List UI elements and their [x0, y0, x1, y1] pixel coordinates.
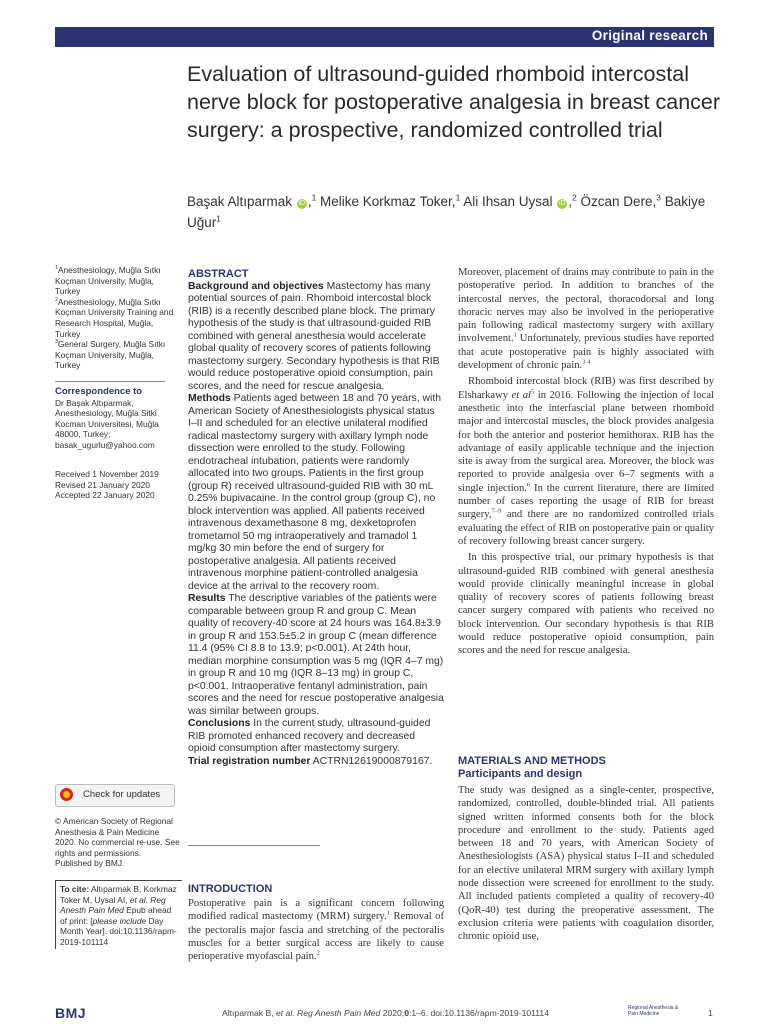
article-dates: Received 1 November 2019 Revised 21 January 2020 Accepted 22 January 2020: [55, 469, 159, 501]
correspondence: [55, 387, 180, 451]
article-title: Evaluation of ultrasound-guided rhomboid intercostal nerve block for postoperative analgesia in breast cancer surgery: a prospective, randomized controlled trial: [187, 62, 721, 142]
affiliations: [55, 265, 180, 371]
author-name[interactable]: Bakiye Uğur: [187, 194, 706, 230]
affiliation: $^2$Anesthesiology, Muğla Sıtkı Koçman University Training and Research Hospital, Muğla, Turkey: [55, 296, 174, 339]
journal-logo: Regional Anesthesia & Pain Medicine: [628, 1005, 679, 1017]
page-number: 1: [708, 1008, 713, 1018]
participants-design-text: The study was designed as a single-center, prospective, randomized, controlled, double-blinded trial. All patients signed written informed consents both for the block procedure and enrollment to the study. Patients aged between 18 and 70 years, with American Society of Anesthesiologists (ASA) physical status I–II and scheduled for an elective unilateral MRM surgery with axillary lymph node dissection were screened for enrollment to the study. All included patients completed a quality of recovery-40 (QoR-40) test during the preoperative assessment. The exclusion criteria were patients with coagulation disorder, chronic opioid use,: [458, 785, 714, 943]
introduction-heading: INTRODUCTION: [188, 883, 273, 895]
footer-citation: Altıparmak B, et al. Reg Anesth Pain Med 2020;0:1–6. doi:10.1136/rapm-2019-101114: [222, 1008, 549, 1018]
paragraph: Rhomboid intercostal block (RIB) was first described by Elsharkawy et $al^5$ in 2016. Following the injection of local anesthetic into the interfascial plane between rhomboid major and intercostal muscles, the block provides analgesia for both the anterior and posterior hemithorax. RIB has the advantage of easily applicable technique and the injection site is away from the surgical area. Moreover, the block was reported to provide analgesia over 6–7 segments with a single injection.$^6$ In the current literature, there are limited number of cases reporting the usage of RIB for breast surgery,$^{7-9}$ and there are no randomized controlled trials evaluating the effect of RIB on postoperative pain or quality of recovery following breast cancer surgery.: [458, 376, 714, 547]
introduction-text: Postoperative pain is a significant concern following modified radical mastectomy (MRM) surgery.$^1$ Removal of the pectoralis major fascia and stretching of the pectoralis muscles for a better surgical access are likely to cause perioperative myofascial pain.$^2$: [188, 898, 444, 963]
copyright-notice: © American Society of Regional Anesthesia & Pain Medicine 2020. No commercial re-use. See rights and permissions. Published by BMJ.: [55, 816, 180, 869]
correspondence-heading: Correspondence to: [55, 386, 143, 397]
abstract-conclusions: Conclusions In the current study, ultrasound-guided RIB promoted enhanced recovery and decreased opioid consumption after mastectomy surgery.: [188, 718, 431, 754]
abstract-background: Background and objectives Mastectomy has many potential sources of pain. Rhomboid intercostal block (RIB) is a recently described plane block. The primary hypothesis of the study is that ultrasound-guided RIB combined with general anesthesia would accelerate global quality of recovery scores of patients following mastectomy surgery. Secondary hypothesis is that RIB would reduce postoperative opioid consumption, pain scores, and the need for rescue analgesia.: [188, 280, 440, 392]
abstract: [188, 268, 444, 768]
right-column-text: [458, 266, 714, 658]
participants-design-heading: Participants and design: [458, 768, 583, 780]
check-for-updates-button[interactable]: Check for updates: [55, 784, 175, 807]
abstract-results: Results The descriptive variables of the patients were comparable between group R and group C. Mean quality of recovery-40 score at 24 hours was 164.8±3.9 in group R and 153.5±5.2 in group C (mean difference 11.4 (95% CI 8.8 to 13.9; p<0.001). At 24th hour, median morphine consumption was 5 mg (IQR 4–7 mg) in group R and 10 mg (IQR 8–13 mg) in group C, p<0.001. Intraoperative fentanyl administration, pain scores and the need for rescue postoperative analgesia was similar between groups.: [188, 593, 444, 717]
trial-registration: Trial registration number ACTRN12619000879167.: [188, 755, 433, 767]
affiliation: $^3$General Surgery, Muğla Sıtkı Koçman University, Muğla, Turkey: [55, 339, 166, 371]
crossmark-icon: [60, 788, 73, 801]
materials-methods-heading: MATERIALS AND METHODS: [458, 755, 606, 767]
abstract-heading: ABSTRACT: [188, 268, 249, 280]
abstract-methods: Methods Patients aged between 18 and 70 years, with American Society of Anesthesiologists physical status I–II and scheduled for an elective unilateral modified radical mastectomy surgery with axillary lymph node dissection were enrolled to the study. Following endotracheal intubation, patients were randomly allocated into two groups. Patients in the first group (group R) received ultrasound-guided RIB with 30 mL 0.25% bupivacaine. In the control group (group C), no block intervention was applied. All patients received intravenous dexamethasone 8 mg, dexketoprofen trometamol 50 mg intraoperatively and tramadol 1 mg/kg 30 min before the end of surgery for postoperative analgesia. All patients received intravenous morphine patient-controlled analgesia device at the arrival to the recovery room.: [188, 393, 441, 592]
article-type-banner: [55, 27, 714, 47]
author-list: Başak Altıparmak iD ,$^1$ Melike Korkmaz Toker,$^1$ Ali Ihsan Uysal iD ,$^2$ Özcan Dere,$^3$ Bakiye Uğur$^1$: [187, 192, 706, 230]
author-name[interactable]: Melike Korkmaz Toker,: [320, 194, 456, 209]
orcid-icon[interactable]: iD: [298, 200, 306, 207]
article-type-label: Original research: [591, 28, 708, 43]
orcid-icon[interactable]: iD: [558, 200, 566, 207]
correspondence-address: Dr Başak Altıparmak, Anesthesiology, Muğla Sitki Kocman Universitesi, Muğla 48000, Turkey;: [55, 397, 159, 440]
correspondence-email[interactable]: basak_ugurlu@yahoo.com: [55, 439, 155, 450]
citation-box: To cite: Altıparmak B, Korkmaz Toker M, Uysal AI, et al. Reg Anesth Pain Med Epub ahead of print: [please include Day Month Year]. doi:10.1136/rapm-2019-101114: [55, 880, 182, 949]
author-name[interactable]: Başak Altıparmak: [187, 194, 293, 209]
author-name[interactable]: Özcan Dere,: [580, 194, 657, 209]
divider: [188, 845, 320, 846]
divider: [55, 381, 165, 382]
affiliation: $^1$Anesthesiology, Muğla Sıtkı Koçman University, Muğla, Turkey: [55, 265, 161, 297]
author-name[interactable]: Ali Ihsan Uysal: [463, 194, 553, 209]
paragraph: Moreover, placement of drains may contribute to pain in the postoperative period. In addition to branches of the intercostal nerves, the pectoral, thoracodorsal and long thoracic nerves may also be involved in the perioperative pain following radical mastectomy surgery with axillary involvement.$^1$ Unfortunately, previous studies have reported that acute postoperative pain is highly associated with development of chronic pain.$^{3 4}$: [458, 267, 714, 372]
bmj-logo[interactable]: BMJ: [55, 1005, 87, 1021]
paragraph: In this prospective trial, our primary hypothesis is that ultrasound-guided RIB combined with general anesthesia would provide clinically meaningful increase in global quality of recovery scores of patients following breast cancer surgery compared with patients who received no block intervention. Our secondary hypothesis is that RIB would reduce postoperative opioid consumption, pain scores and the need for rescue analgesia.: [458, 552, 714, 657]
